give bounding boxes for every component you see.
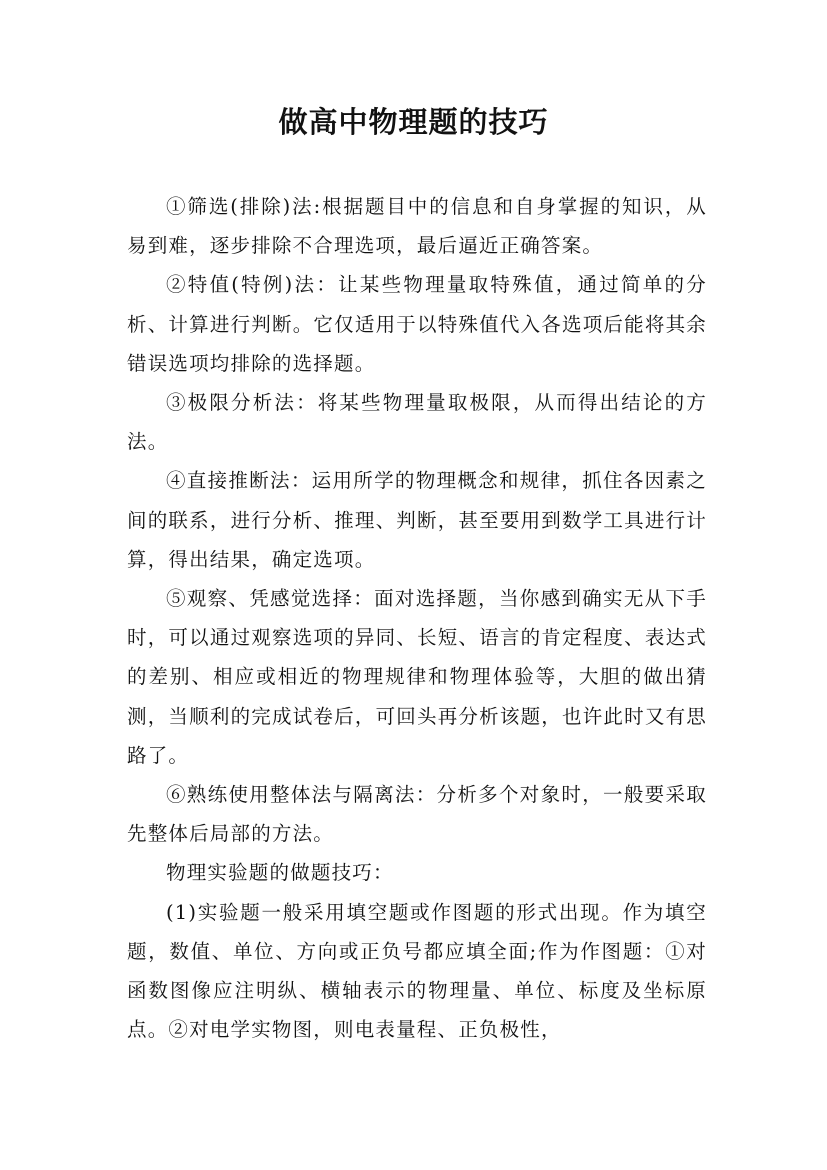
paragraph-experiment-tip-1: (1)实验题一般采用填空题或作图题的形式出现。作为填空题，数值、单位、方向或正负号都应填全面;作为作图题：①对函数图像应注明纵、横轴表示的物理量、单位、标度及坐标原点。②对电学实物图，则电表量程、正负极性， (127, 900, 707, 1042)
paragraph-limit-analysis-method: ③极限分析法：将某些物理量取极限，从而得出结论的方法。 (127, 391, 707, 454)
document-title: 做高中物理题的技巧 (278, 105, 549, 139)
paragraph-direct-inference-method: ④直接推断法：运用所学的物理概念和规律，抓住各因素之间的联系，进行分析、推理、判断，甚至要用到数学工具进行计算，得出结果，确定选项。 (127, 469, 707, 571)
paragraph-observation-method: ⑤观察、凭感觉选择：面对选择题，当你感到确实无从下手时，可以通过观察选项的异同、长短、语言的肯定程度、表达式的差别、相应或相近的物理规律和物理体验等，大胆的做出猜测，当顺利的完成试卷后，可回头再分析该题，也许此时又有思路了。 (127, 587, 707, 767)
paragraph-special-value-method: ②特值(特例)法：让某些物理量取特殊值，通过简单的分析、计算进行判断。它仅适用于以特殊值代入各选项后能将其余错误选项均排除的选择题。 (127, 273, 707, 375)
document-body (127, 187, 707, 1049)
paragraph-experiment-heading: 物理实验题的做题技巧： (166, 861, 394, 885)
paragraph-screening-method: ①筛选(排除)法:根据题目中的信息和自身掌握的知识，从易到难，逐步排除不合理选项，最后逼近正确答案。 (127, 195, 707, 258)
paragraph-whole-isolation-method: ⑥熟练使用整体法与隔离法：分析多个对象时，一般要采取先整体后局部的方法。 (127, 783, 707, 846)
